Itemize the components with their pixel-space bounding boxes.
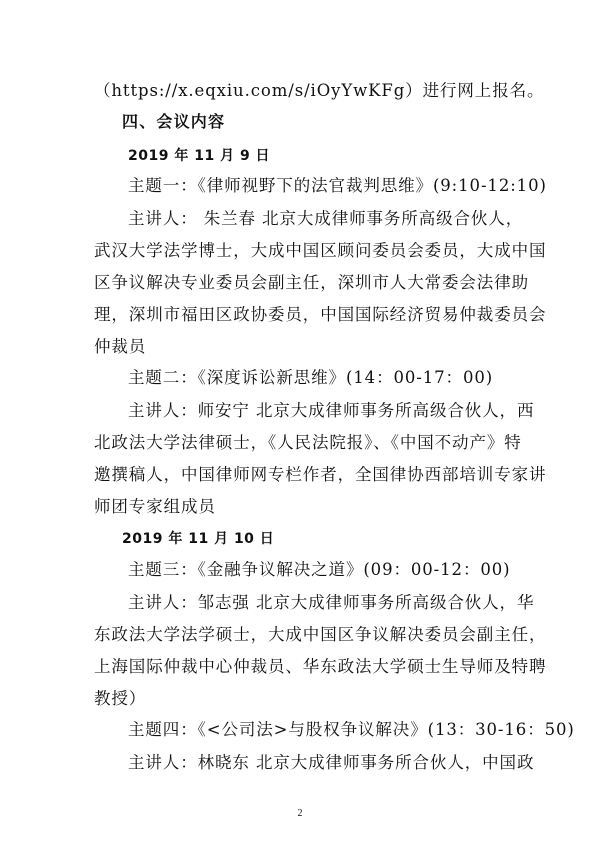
topic-four-title: 主题四：《<公司法>与股权争议解决》(13：30-16：50) [128, 720, 575, 739]
date-heading-nov-9: 2019 年 11 月 9 日 [128, 148, 271, 164]
topic-one-speaker-bio-line-3: 理，深圳市福田区政协委员，中国国际经济贸易仲裁委员会 [94, 305, 547, 324]
topic-two-speaker-bio-line-3: 师团专家组成员 [94, 497, 216, 516]
topic-three-speaker: 主讲人：邹志强 北京大成律师事务所高级合伙人，华 [128, 593, 535, 612]
topic-three-title: 主题三：《金融争议解决之道》(09：00-12：00) [128, 560, 511, 579]
topic-two-speaker-bio-line-1: 北政法大学法律硕士，《人民法院报》、《中国不动产》特 [94, 433, 522, 452]
section-heading-meeting-content: 四、会议内容 [122, 112, 226, 131]
topic-one-speaker-bio-line-1: 武汉大学法学博士，大成中国区顾问委员会委员，大成中国 [94, 241, 547, 260]
topic-two-title: 主题二：《深度诉讼新思维》(14：00-17：00) [128, 368, 494, 387]
page-number: 2 [297, 808, 303, 819]
topic-four-speaker: 主讲人：林晓东 北京大成律师事务所合伙人，中国政 [128, 753, 535, 772]
topic-one-speaker: 主讲人： 朱兰春 北京大成律师事务所高级合伙人， [128, 209, 524, 228]
topic-three-speaker-bio-line-1: 东政法大学法学硕士，大成中国区争议解决委员会副主任， [94, 625, 547, 644]
topic-two-speaker: 主讲人：师安宁 北京大成律师事务所高级合伙人，西 [128, 401, 535, 420]
topic-one-title: 主题一：《律师视野下的法官裁判思维》(9:10-12:10) [128, 176, 547, 195]
topic-two-speaker-bio-line-2: 邀撰稿人，中国律师网专栏作者，全国律协西部培训专家讲 [94, 465, 547, 484]
registration-link-line: （https://x.eqxiu.com/s/iOyYwKFg）进行网上报名。 [94, 81, 545, 100]
topic-three-speaker-bio-line-3: 教授） [94, 689, 147, 708]
topic-three-speaker-bio-line-2: 上海国际仲裁中心仲裁员、华东政法大学硕士生导师及特聘 [94, 657, 547, 676]
topic-one-speaker-bio-line-4: 仲裁员 [94, 337, 147, 356]
date-heading-nov-10: 2019 年 11 月 10 日 [122, 531, 275, 547]
topic-one-speaker-bio-line-2: 区争议解决专业委员会副主任，深圳市人大常委会法律助 [94, 273, 529, 292]
